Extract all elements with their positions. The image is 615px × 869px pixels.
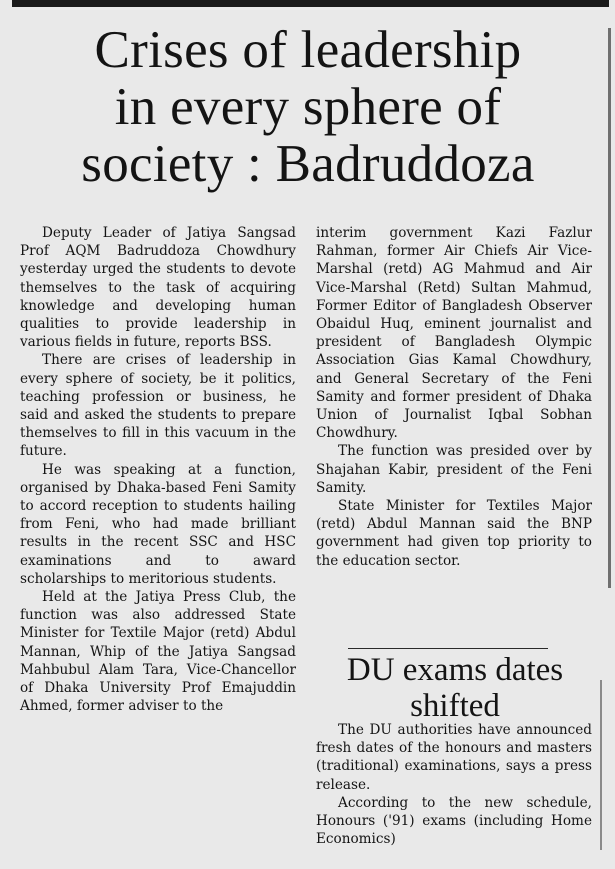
second-headline-line-2: shifted (410, 688, 500, 724)
story-separator-rule (348, 648, 548, 649)
article-right-column (316, 224, 592, 570)
top-border-rule (12, 0, 609, 7)
column-divider-rule-lower (600, 680, 602, 850)
second-headline-line-1: DU exams dates (346, 652, 564, 688)
second-headline (318, 652, 592, 724)
paragraph: He was speaking at a function, organised by Dhaka-based Feni Samity to accord reception to students hailing from Feni, who had made brilliant results in the recent SSC and HSC examinations and to award scholarships to meritorious students. (20, 461, 296, 587)
paragraph: The function was presided over by Shajahan Kabir, president of the Feni Samity. (316, 443, 592, 496)
headline-line-3: society : Badruddoza (81, 135, 535, 193)
paragraph: There are crises of leadership in every sphere of society, be it politics, teaching profession or business, he said and asked the students to prepare themselves to fill in this vacuum in the future. (20, 352, 296, 460)
headline-line-1: Crises of leadership (94, 21, 522, 79)
paragraph: The DU authorities have announced fresh dates of the honours and masters (traditional) examinations, says a press release. (316, 722, 592, 793)
paragraph-continued: interim government Kazi Fazlur Rahman, former Air Chiefs Air Vice-Marshal (retd) AG Mahmud and Air Vice-Marshal (Retd) Sultan Mahmud, Former Editor of Bangladesh Observer Obaidul Huq, eminent journalist and president of Bangladesh Olympic Association Gias Kamal Chowdhury, and General Secretary of the Feni Samity and former president of Dhaka Union of Journalist Iqbal Sobhan Chowdhury. (316, 225, 592, 442)
main-headline (18, 22, 598, 193)
headline-line-2: in every sphere of (114, 78, 502, 136)
paragraph: Deputy Leader of Jatiya Sangsad Prof AQM Badruddoza Chowdhury yesterday urged the students to devote themselves to the task of acquiring knowledge and developing human qualities to provide leadership in various fields in future, reports BSS. (20, 225, 296, 351)
paragraph: State Minister for Textiles Major (retd) Abdul Mannan said the BNP government had given top priority to the education sector. (316, 498, 592, 569)
article-left-column (20, 224, 296, 715)
paragraph: Held at the Jatiya Press Club, the function was also addressed State Minister for Textile Major (retd) Abdul Mannan, Whip of the Jatiya Sangsad Mahbubul Alam Tara, Vice-Chancellor of Dhaka University Prof Emajuddin Ahmed, former adviser to the (20, 589, 296, 715)
column-divider-rule (608, 28, 611, 588)
second-story-body (316, 721, 592, 848)
paragraph: According to the new schedule, Honours ('91) exams (including Home Economics) (316, 794, 592, 848)
